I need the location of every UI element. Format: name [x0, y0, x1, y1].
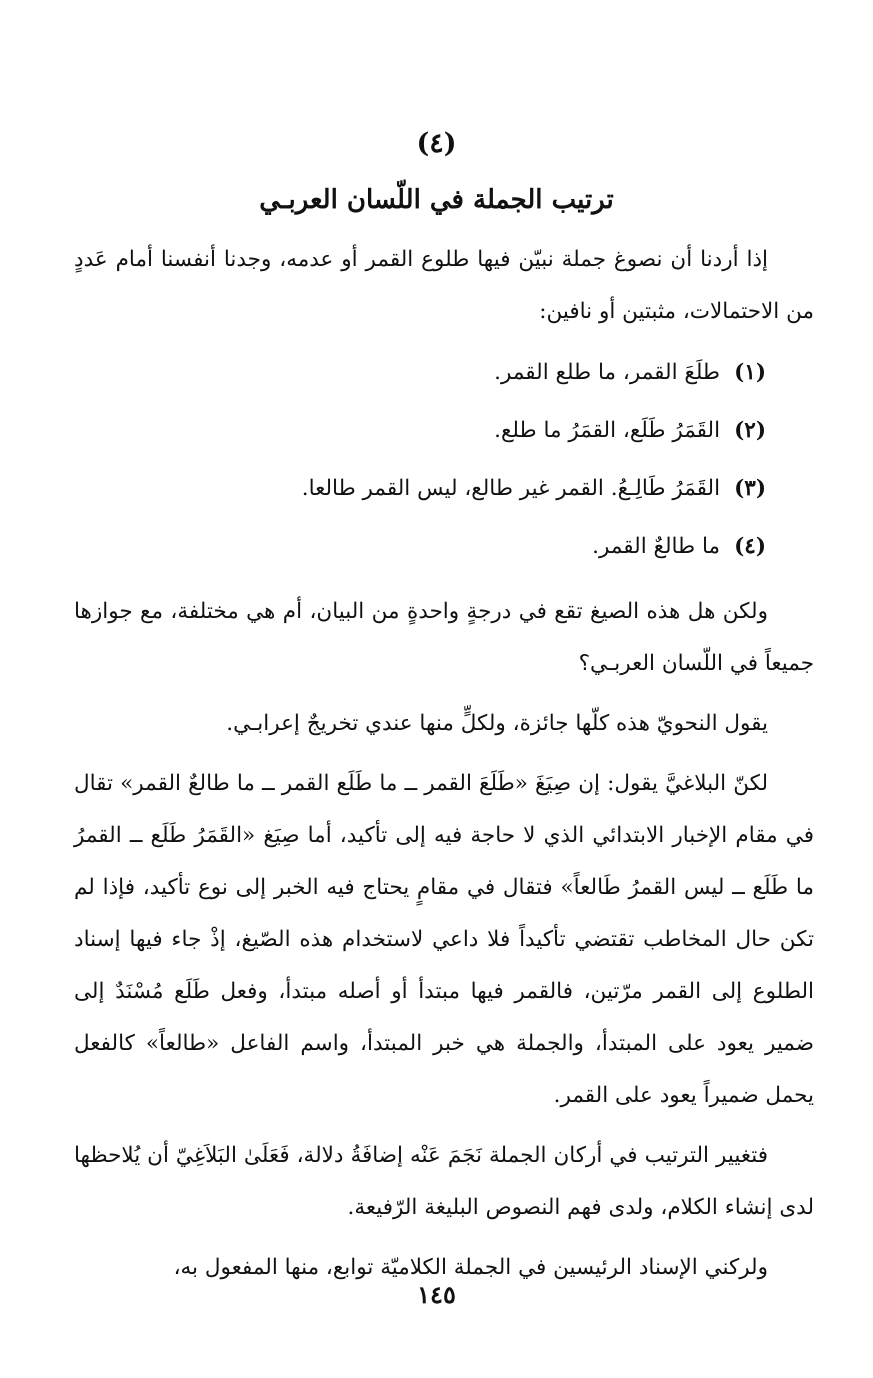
examples-list	[74, 344, 814, 576]
example-text: طلَعَ القمر، ما طلع القمر.	[494, 360, 721, 385]
example-number: (٣)	[734, 476, 766, 501]
example-number: (٤)	[734, 534, 766, 559]
example-text: ما طالعٌ القمر.	[592, 534, 721, 559]
example-text: القَمَرُ طَلَع، القمَرُ ما طلع.	[494, 418, 721, 443]
example-number: (١)	[734, 360, 766, 385]
paragraph-question: ولكن هل هذه الصيغ تقع في درجةٍ واحدةٍ من البيان، أم هي مختلفة، مع جوازها جميعاً في اللّسان العربـي؟	[74, 599, 814, 676]
example-item-1	[74, 344, 766, 402]
example-item-2	[74, 402, 766, 460]
paragraph-rhetorician: لكنّ البلاغيَّ يقول: إن صِيَغَ «طَلَعَ القمر ــ ما طَلَع القمر ــ ما طالعٌ القمر» تقال في مقام الإخبار الابتدائي الذي لا حاجة فيه إلى تأكيد، أما صِيَغ «القَمَرُ طَلَع ــ القمرُ ما طَلَع ــ ليس القمرُ طَالعاً» فتقال في مقامٍ يحتاج فيه الخبر إلى نوع تأكيد، فإذا لم تكن حال المخاطب تقتضي تأكيداً فلا داعي لاستخدام هذه الصّيغ، إذْ جاء فيها إسناد الطلوع إلى القمر مرّتين، فالقمر فيها مبتدأ أو أصله مبتدأ، وفعل طَلَع مُسْنَدٌ إلى ضمير يعود على المبتدأ، والجملة هي خبر المبتدأ، واسم الفاعل «طالعاً» كالفعل يحمل ضميراً يعود على القمر.	[74, 771, 814, 1108]
paragraph-intro: إذا أردنا أن نصوغ جملة نبيّن فيها طلوع القمر أو عدمه، وجدنا أنفسنا أمام عَددٍ من الاحتمالات، مثبتين أو نافين:	[74, 247, 814, 324]
example-item-4	[74, 518, 766, 576]
paragraph-predication: ولركني الإسناد الرئيسين في الجملة الكلاميّة توابع، منها المفعول به،	[173, 1255, 768, 1280]
paragraph-grammarian: يقول النحويّ هذه كلّها جائزة، ولكلٍّ منها عندي تخريجٌ إعرابـي.	[226, 711, 768, 736]
body-text	[74, 234, 814, 1294]
chapter-number: (٤)	[416, 128, 457, 159]
example-item-3	[74, 460, 766, 518]
page-number: ١٤٥	[417, 1280, 456, 1309]
paragraph-order-change: فتغيير الترتيب في أركان الجملة نَجَمَ عَنْه إضافَةُ دلالة، فَعَلَىٰ البَلاَغِيّ أن يُلاحظها لدى إنشاء الكلام، ولدى فهم النصوص البليغة الرّفيعة.	[74, 1143, 814, 1220]
example-text: القَمَرُ طَالِـعُ. القمر غير طالع، ليس القمر طالعا.	[301, 476, 721, 501]
example-number: (٢)	[734, 418, 766, 443]
chapter-title: ترتيب الجملة في اللّسان العربـي	[259, 185, 614, 215]
